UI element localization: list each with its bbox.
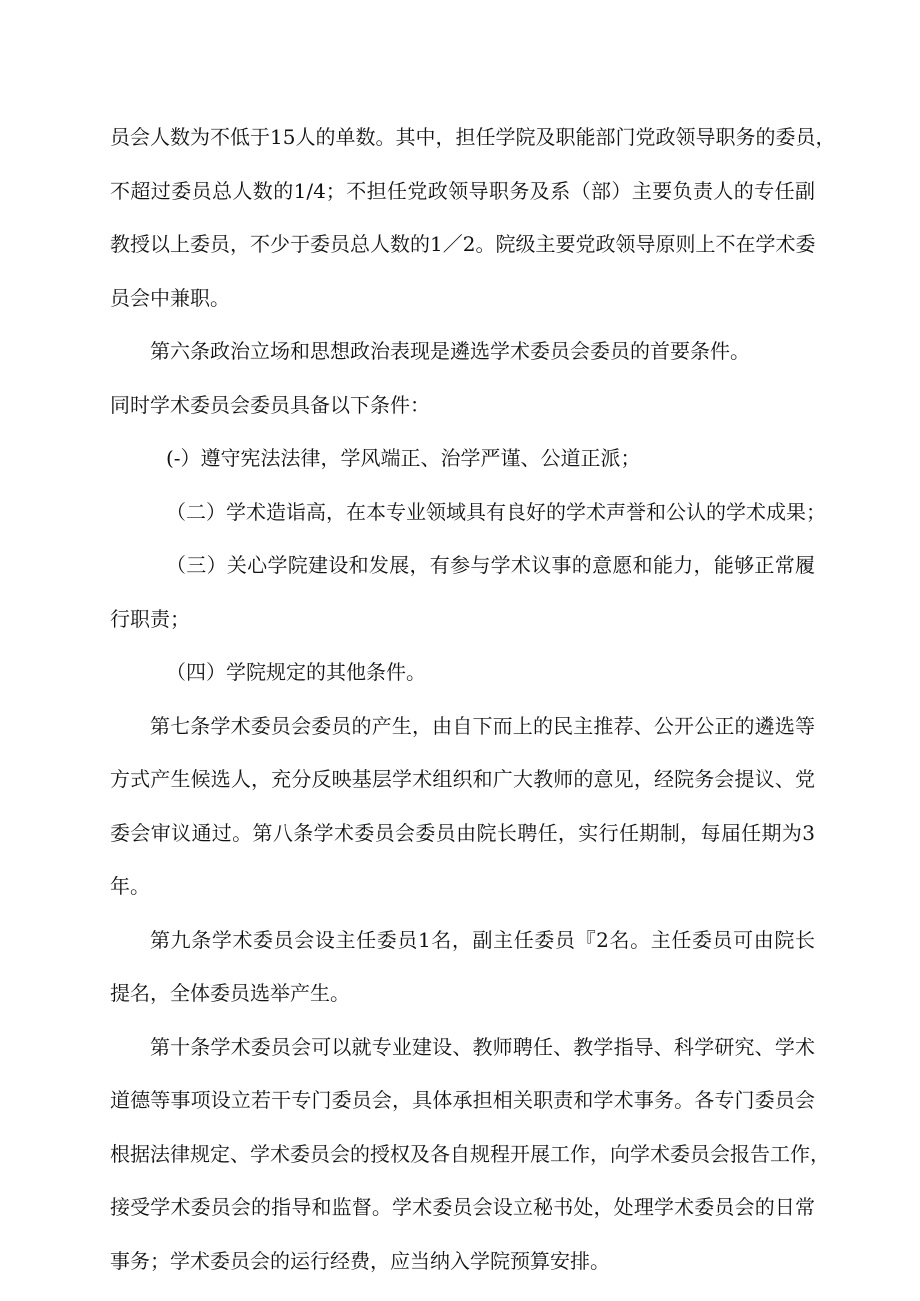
paragraph-line: 年。	[110, 874, 150, 898]
paragraph-line: 事务；学术委员会的运行经费，应当纳入学院预算安排。	[110, 1248, 610, 1273]
paragraph-line: 提名，全体委员选举产生。	[110, 981, 350, 1005]
paragraph-line: 同时学术委员会委员具备以下条件：	[110, 392, 430, 417]
paragraph-line: 教授以上委员，不少于委员总人数的1／2。院级主要党政领导原则上不在学术委	[110, 232, 816, 256]
paragraph-line: 根据法律规定、学术委员会的授权及各自规程开展工作，向学术委员会报告工作，	[110, 1141, 830, 1166]
list-item-2: （二）学术造诣高，在本专业领域具有良好的学术声誉和公认的学术成果；	[166, 499, 826, 524]
paragraph-line: 员会中兼职。	[110, 285, 230, 310]
paragraph-line: 道德等事项设立若干专门委员会，具体承担相关职责和学术事务。各专门委员会	[110, 1088, 815, 1112]
list-item-1: (-）遵守宪法法律，学风端正、治学严谨、公道正派；	[166, 446, 641, 470]
paragraph-line: 委会审议通过。第八条学术委员会委员由院长聘任，实行任期制，每届任期为3	[110, 820, 815, 845]
paragraph-line: 接受学术委员会的指导和监督。学术委员会设立秘书处，处理学术委员会的日常	[110, 1195, 815, 1219]
list-item-3: （三）关心学院建设和发展，有参与学术议事的意愿和能力，能够正常履	[166, 553, 815, 577]
article-7-line: 第七条学术委员会委员的产生，由自下而上的民主推荐、公开公正的遴选等	[150, 713, 815, 738]
article-10-line: 第十条学术委员会可以就专业建设、教师聘任、教学指导、科学研究、学术	[150, 1034, 815, 1059]
article-6-line: 第六条政治立场和思想政治表现是遴选学术委员会委员的首要条件。	[150, 339, 750, 363]
paragraph-line: 不超过委员总人数的1/4；不担任党政领导职务及系（部）主要负责人的专任副	[110, 178, 815, 203]
list-item-3-continued: 行职责；	[110, 606, 190, 631]
list-item-4: （四）学院规定的其他条件。	[166, 660, 426, 684]
article-9-line: 第九条学术委员会设主任委员1名，副主任委员『2名。主任委员可由院长	[150, 927, 815, 952]
paragraph-line: 员会人数为不低于15人的单数。其中，担任学院及职能部门党政领导职务的委员，	[110, 125, 836, 149]
document-body	[110, 124, 836, 1274]
paragraph-line: 方式产生候选人，充分反映基层学术组织和广大教师的意见，经院务会提议、党	[110, 767, 815, 791]
